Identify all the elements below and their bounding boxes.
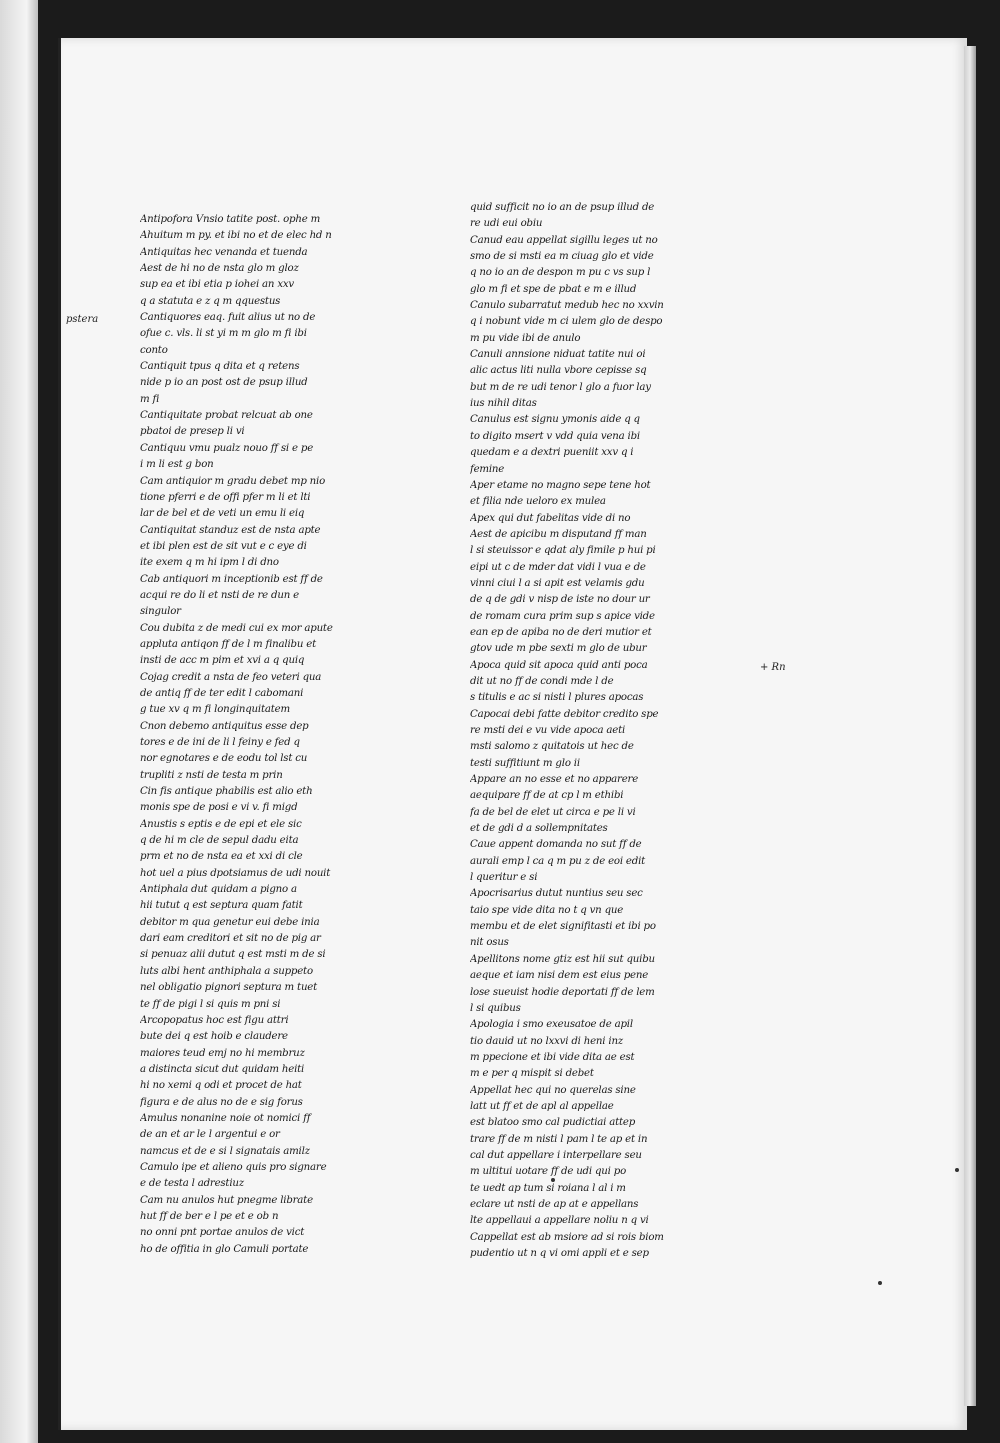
text-line: lose sueuist hodie deportati ff de lem xyxy=(470,986,655,998)
text-line: et de gdi d a sollempnitates xyxy=(470,823,608,835)
text-line: Aest de hi no de nsta glo m gloz xyxy=(140,263,299,275)
text-line: eclare ut nsti de ap at e appellans xyxy=(470,1198,639,1210)
text-line: glo m fi et spe de pbat e m e illud xyxy=(470,283,637,295)
text-line: Appare an no esse et no apparere xyxy=(470,774,639,786)
text-line: hi no xemi q odi et procet de hat xyxy=(140,1080,302,1092)
text-line: pbatoi de presep li vi xyxy=(140,426,245,438)
text-line: m ultitui uotare ff de udi qui po xyxy=(470,1166,627,1178)
text-column-right xyxy=(470,200,745,1262)
text-line: msti salomo z quitatois ut hec de xyxy=(470,741,634,753)
text-line: Antiquitas hec venanda et tuenda xyxy=(140,246,308,258)
ink-spot xyxy=(551,1178,555,1182)
text-line: nit osus xyxy=(470,937,509,949)
text-line: latt ut ff et de apl al appellae xyxy=(470,1100,614,1112)
text-line: smo de si msti ea m ciuag glo et vide xyxy=(470,251,654,263)
ink-spot xyxy=(878,1281,882,1285)
text-line: Aper etame no magno sepe tene hot xyxy=(470,479,651,491)
text-line: prm et no de nsta ea et xxi di cle xyxy=(140,851,303,863)
text-line: no onni pnt portae anulos de vict xyxy=(140,1227,305,1239)
text-line: nel obligatio pignori septura m tuet xyxy=(140,982,318,994)
text-line: de antiq ff de ter edit l cabomani xyxy=(140,687,304,699)
text-line: de an et ar le l argentui e or xyxy=(140,1129,280,1141)
text-line: trupliti z nsti de testa m prin xyxy=(140,769,283,781)
text-line: et filia nde ueloro ex mulea xyxy=(470,496,606,508)
text-line: m e per q mispit si debet xyxy=(470,1068,594,1080)
text-line: maiores teud emj no hi membruz xyxy=(140,1047,305,1059)
text-line: aurali emp l ca q m pu z de eoi edit xyxy=(470,855,646,867)
text-line: i m li est g bon xyxy=(140,459,214,471)
text-line: g tue xv q m fi longinquitatem xyxy=(140,704,290,716)
text-line: aeque et iam nisi dem est eius pene xyxy=(470,970,649,982)
text-line: singulor xyxy=(140,606,181,618)
text-line: aequipare ff de at cp l m ethibi xyxy=(470,790,624,802)
text-line: testi suffitiunt m glo ii xyxy=(470,757,580,769)
text-line: femine xyxy=(470,463,505,475)
text-line: dit ut no ff de condi mde l de xyxy=(470,675,614,687)
text-line: Antiphala dut quidam a pigno a xyxy=(140,884,297,896)
text-line: te ff de pigi l si quis m pni si xyxy=(140,998,281,1010)
text-line: Cappellat est ab msiore ad si rois biom xyxy=(470,1231,664,1243)
text-line: dari eam creditori et sit no de pig ar xyxy=(140,933,321,945)
text-line: Apoca quid sit apoca quid anti poca xyxy=(470,659,648,671)
text-line: Cam antiquior m gradu debet mp nio xyxy=(140,475,326,487)
text-line: Arcopopatus hoc est figu attri xyxy=(140,1014,289,1026)
text-line: monis spe de posi e vi v. fi migd xyxy=(140,802,298,814)
text-line: figura e de alus no de e sig forus xyxy=(140,1096,303,1108)
text-line: Cojag credit a nsta de feo veteri qua xyxy=(140,671,322,683)
text-line: membu et de elet signifitasti et ibi po xyxy=(470,921,656,933)
text-line: Cantiquit tpus q dita et q retens xyxy=(140,361,300,373)
text-line: q i nobunt vide m ci ulem glo de despo xyxy=(470,316,663,328)
text-line: quid sufficit no io an de psup illud de xyxy=(470,202,655,213)
text-line: de q de gdi v nisp de iste no dour ur xyxy=(470,594,650,606)
text-line: vinni ciui l a si apit est velamis gdu xyxy=(470,577,645,589)
text-line: s titulis e ac si nisti l plures apocas xyxy=(470,692,644,704)
text-line: Apex qui dut fabelitas vide di no xyxy=(470,512,631,524)
text-line: m ppecione et ibi vide dita ae est xyxy=(470,1051,635,1063)
text-line: trare ff de m nisti l pam l te ap et in xyxy=(470,1133,648,1145)
text-line: Amulus nonanine noie ot nomici ff xyxy=(140,1112,311,1124)
text-line: Canuli annsione niduat tatite nui oi xyxy=(470,349,646,361)
text-line: re msti dei e vu vide apoca aeti xyxy=(470,725,626,736)
text-line: Cantiquu vmu pualz nouo ff si e pe xyxy=(140,442,314,454)
text-line: Antipofora Vnsio tatite post. ophe m xyxy=(140,214,321,225)
text-line: hii tutut q est septura quam fatit xyxy=(140,900,303,912)
text-line: e de testa l adrestiuz xyxy=(140,1178,244,1190)
text-line: Cantiquitate probat relcuat ab one xyxy=(140,410,313,422)
text-line: sup ea et ibi etia p iohei an xxv xyxy=(140,279,294,291)
text-line: q no io an de despon m pu c vs sup l xyxy=(470,267,651,279)
text-line: hot uel a pius dpotsiamus de udi nouit xyxy=(140,867,331,879)
text-line: Canulus est signu ymonis aide q q xyxy=(470,414,640,426)
text-line: Cou dubita z de medi cui ex mor apute xyxy=(140,622,333,634)
text-line: lar de bel et de veti un emu li eiq xyxy=(140,508,305,520)
text-line: insti de acc m pim et xvi a q quiq xyxy=(140,655,305,667)
text-line: acqui re do li et nsti de re dun e xyxy=(140,589,299,601)
text-line: l si steuissor e qdat aly fimile p hui pi xyxy=(470,545,656,557)
text-line: et ibi plen est de sit vut e c eye di xyxy=(140,540,307,552)
text-line: q de hi m cle de sepul dadu eita xyxy=(140,835,299,847)
text-line: Cab antiquori m inceptionib est ff de xyxy=(140,573,323,585)
ink-spot xyxy=(955,1168,959,1172)
text-line: de romam cura prim sup s apice vide xyxy=(470,610,655,622)
text-line: taio spe vide dita no t q vn que xyxy=(470,904,624,916)
text-line: Camulo ipe et alieno quis pro signare xyxy=(140,1161,327,1173)
text-line: Ahuitum m py. et ibi no et de elec hd n xyxy=(140,230,332,242)
text-line: Cnon debemo antiquitus esse dep xyxy=(140,720,309,732)
text-line: quedam e a dextri pueniit xxv q i xyxy=(470,447,634,459)
text-line: ius nihil ditas xyxy=(470,398,537,410)
text-line: debitor m qua genetur eui debe inia xyxy=(140,916,320,928)
left-margin-note: pstera xyxy=(66,314,99,325)
text-line: nide p io an post ost de psup illud xyxy=(140,377,308,389)
text-line: Caue appent domanda no sut ff de xyxy=(470,839,642,851)
text-line: Apocrisarius dutut nuntius seu sec xyxy=(470,888,643,900)
text-line: bute dei q est hoib e claudere xyxy=(140,1031,288,1043)
previous-page-edge xyxy=(0,0,38,1443)
text-line: a distincta sicut dut quidam heiti xyxy=(140,1063,305,1075)
text-line: tione pferri e de offi pfer m li et lti xyxy=(140,491,311,503)
text-line: tores e de ini de li l feiny e fed q xyxy=(140,737,300,748)
text-line: ho de offitia in glo Camuli portate xyxy=(140,1243,309,1255)
text-line: luts albi hent anthiphala a suppeto xyxy=(140,965,313,977)
text-line: Cantiquitat standuz est de nsta apte xyxy=(140,524,321,536)
text-line: l si quibus xyxy=(470,1002,521,1014)
text-line: m pu vide ibi de anulo xyxy=(470,332,581,344)
text-line: Cin fis antique phabilis est alio eth xyxy=(140,786,313,798)
text-line: gtov ude m pbe sexti m glo de ubur xyxy=(470,643,647,655)
text-line: pudentio ut n q vi omi appli et e sep xyxy=(470,1248,649,1259)
text-line: Canulo subarratut medub hec no xxvin xyxy=(470,300,664,312)
text-line: Capocai debi fatte debitor credito spe xyxy=(470,708,659,720)
text-line: Apologia i smo exeusatoe de apil xyxy=(470,1019,633,1031)
right-margin-note: + Rn xyxy=(760,662,786,673)
text-line: Apellitons nome gtiz est hii sut quibu xyxy=(470,953,655,965)
text-line: te uedt ap tum si roiana l al i m xyxy=(470,1182,626,1194)
text-line: est blatoo smo cal pudictiai attep xyxy=(470,1117,636,1129)
text-line: hut ff de ber e l pe et e ob n xyxy=(140,1210,279,1222)
text-line: si penuaz alii dutut q est msti m de si xyxy=(140,949,326,961)
text-line: Cantiquores eaq. fuit alius ut no de xyxy=(140,312,316,324)
text-column-left xyxy=(140,212,430,1258)
text-line: Anustis s eptis e de epi et ele sic xyxy=(140,818,302,830)
text-line: conto xyxy=(140,344,168,356)
text-line: to digito msert v vdd quia vena ibi xyxy=(470,430,640,442)
text-line: Aest de apicibu m disputand ff man xyxy=(470,528,647,540)
page-fore-edge xyxy=(964,46,976,1406)
text-line: ofue c. vls. li st yi m m glo m fi ibi xyxy=(140,328,307,340)
text-line: m fi xyxy=(140,393,160,405)
text-line: ite exem q m hi ipm l di dno xyxy=(140,557,279,569)
text-line: eipi ut c de mder dat vidi l vua e de xyxy=(470,561,646,573)
text-line: namcus et de e si l signatais amilz xyxy=(140,1145,310,1157)
text-line: ean ep de apiba no de deri mutior et xyxy=(470,626,652,638)
text-line: cal dut appellare i interpellare seu xyxy=(470,1149,642,1161)
text-line: Appellat hec qui no querelas sine xyxy=(470,1084,636,1096)
text-line: Cam nu anulos hut pnegme librate xyxy=(140,1194,313,1206)
text-line: tio dauid ut no lxxvi di heni inz xyxy=(470,1035,623,1047)
text-line: fa de bel de elet ut circa e pe li vi xyxy=(470,806,636,818)
text-line: re udi eui obiu xyxy=(470,218,543,230)
text-line: appluta antiqon ff de l m finalibu et xyxy=(140,638,316,650)
text-line: nor egnotares e de eodu tol lst cu xyxy=(140,753,308,765)
text-line: but m de re udi tenor l glo a fuor lay xyxy=(470,381,651,393)
text-line: l queritur e si xyxy=(470,872,538,884)
text-line: q a statuta e z q m qquestus xyxy=(140,295,281,307)
text-line: lte appellaui a appellare noliu n q vi xyxy=(470,1215,649,1227)
text-line: alic actus liti nulla vbore cepisse sq xyxy=(470,365,647,377)
text-line: Canud eau appellat sigillu leges ut no xyxy=(470,234,658,246)
